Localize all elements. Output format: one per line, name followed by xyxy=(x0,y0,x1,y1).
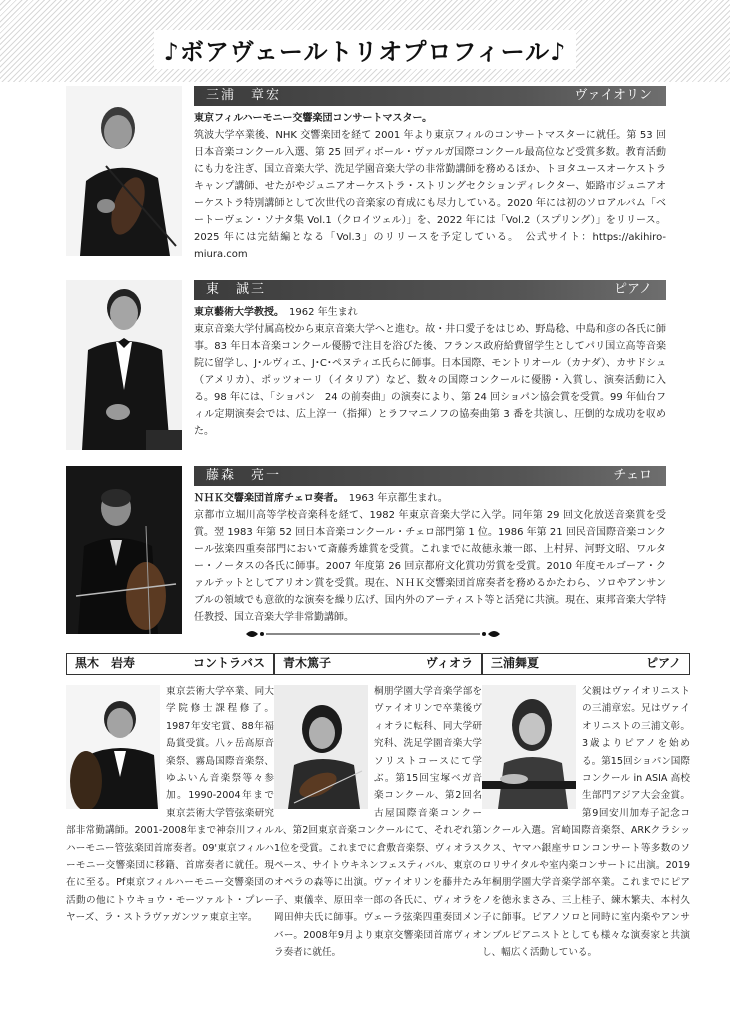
sub-profile-aoki xyxy=(274,653,482,962)
performer-instrument: コントラバス xyxy=(192,656,265,670)
sub-profile-header xyxy=(274,653,482,675)
profile-azuma-seizo xyxy=(66,280,666,450)
performer-instrument: ピアノ xyxy=(645,656,681,670)
profile-lead-extra: 1962 年生まれ xyxy=(279,307,358,318)
profile-lead: 東京藝術大学教授。 xyxy=(194,307,279,318)
performer-name: 東 誠三 xyxy=(206,282,267,297)
profile-lead: 東京フィルハーモニー交響楽団コンサートマスター。 xyxy=(194,113,433,124)
profile-body: 東京音楽大学付属高校から東京音楽大学へと進む。故・井口愛子をはじめ、野島稔、中島和彦の各氏に師事。83 年日本音楽コンクール優勝で注目を浴びた後、フランス政府給費留学生としてパリ国立高等音楽院に留学し、J･ルヴィエ、J･C･ペヌティエ氏らに師事。日本国際、モントリオール（カナダ）、カサドシュ（アメリカ）、ポッツォーリ（イタリア）など、数々の国際コンクールに優勝・入賞し、演奏活動に入る。98 年には、「ショパン 24 の前奏曲」の演奏により、第 24 回ショパン協会賞を受賞。99 年仙台フィル定期演奏会では、広上淳一（指揮）とラフマニノフの協奏曲第 3 番を共演し、圧倒的な成功を収めた。 xyxy=(194,324,666,437)
performer-name: 三浦舞夏 xyxy=(491,656,540,670)
portrait-photo-pianist-miura-maika xyxy=(482,685,576,809)
performer-instrument: ヴィオラ xyxy=(425,656,473,670)
performer-name: 三浦 章宏 xyxy=(206,88,282,103)
profile-body: 筑波大学卒業後、NHK 交響楽団を経て 2001 年より東京フィルのコンサートマスターに就任。第 53 回日本音楽コンクール入選、第 25 回ディボール・ヴァルガ国際コンクール最高位など受賞多数。教育活動にも力を注ぎ、国立音楽大学、洗足学園音楽大学の非常勤講師を務めるほか、トヨタユースオーケストラキャンプ講師、せたがやジュニアオーケストラ・ストリングセクションディレクター、姫路市ジュニアオーケストラ特別講師として次世代の音楽家の育成にも尽力している。2020 年には初のソロアルバム「ベートーヴェン・ソナタ集 Vol.1（クロイツェル）」を、2022 年には「Vol.2（スプリング）」をリリース。2025 年には完結編となる「Vol.3」のリリースを予定している。 公式サイト：https://akihiro-miura.com xyxy=(194,130,666,260)
performer-instrument: ピアノ xyxy=(614,282,652,297)
name-bar xyxy=(194,280,666,300)
profile-bio xyxy=(194,304,666,440)
performer-instrument: ヴァイオリン xyxy=(574,88,652,103)
portrait-photo-violist xyxy=(274,685,368,809)
portrait-photo-violinist xyxy=(66,86,182,256)
page-title: ♪ボアヴェールトリオプロフィール♪ xyxy=(154,30,577,69)
profile-lead: ＮＨＫ交響楽団首席チェロ奏者。 xyxy=(194,493,339,504)
sub-profile-text: 桐朋学園大学音楽学部をヴァイオリンで卒業後ヴィオラに転科、同大学研究科、洗足学園音楽大学ソリストコースにて学ぶ。第15回宝塚ベガ音楽コンクール、第2回名古屋国際音楽コンクール、第2回東京音楽コンクールにて、それぞれ第1位を受賞。これまでに倉敷音楽祭、ヴィオラスペース、サイトウキネンフェスティバル、東京のオペラの森等に出演。ヴァイオリンを藤井たみ子、東儀幸、原田幸一郎の各氏に、ヴィオラを岡田伸夫氏に師事。ヴェーラ弦楽四重奏団メンバー。2008年9月より東京交響楽団首席ヴィオラ奏者に就任。 xyxy=(274,686,482,959)
sub-profile-header xyxy=(482,653,690,675)
profile-miura-akihiro xyxy=(66,86,666,262)
name-bar xyxy=(194,466,666,486)
ornament-divider xyxy=(244,626,502,640)
profile-lead-extra: 1963 年京都生まれ。 xyxy=(338,493,448,504)
performer-name: 黒木 岩寿 xyxy=(75,656,136,670)
performer-instrument: チェロ xyxy=(613,468,652,483)
portrait-photo-pianist xyxy=(66,280,182,450)
portrait-photo-contrabassist xyxy=(66,685,160,809)
title-wrap xyxy=(0,30,730,69)
portrait-photo-cellist xyxy=(66,466,182,634)
sub-profile-body xyxy=(274,683,482,962)
sub-profile-miura-maika xyxy=(482,653,690,962)
sub-profile-body xyxy=(66,683,274,927)
profile-body: 京都市立堀川高等学校音楽科を経て、1982 年東京音楽大学に入学。同年第 29 回文化放送音楽賞を受賞。翌 1983 年第 52 回日本音楽コンクール・チェロ部門第 1 位。1986 年第 21 回民音国際音楽コンクール弦楽四重奏部門において斎藤秀雄賞を受賞。これまでに故徳永兼一郎、上村昇、河野文昭、ワルター・ノータスの各氏に師事。2007 年度第 26 回京都府文化賞功労賞を受賞。2010 年度モルゴーア・クァルテットとしてアリオン賞を受賞。現在、ＮＨＫ交響楽団首席奏者を務めるかたわら、ソロやアンサンブルの領域でも意欲的な演奏を繰り広げ、国内外のアーティスト等と活発に共演。現在、東邦音楽大学特任教授、国立音楽大学非常勤講師。 xyxy=(194,510,666,623)
sub-profile-kuroki xyxy=(66,653,274,927)
profile-fujimori-ryoichi xyxy=(66,466,666,638)
profile-bio xyxy=(194,490,666,626)
sub-profile-header xyxy=(66,653,274,675)
profile-bio xyxy=(194,110,666,263)
performer-name: 藤森 亮一 xyxy=(206,468,282,483)
sub-profile-text: 東京芸術大学卒業、同大学院修士課程修了。1987年安宅賞、88年福島賞受賞。八ヶ岳高原音楽祭、霧島国際音楽祭、ゆふいん音楽祭等々参加。1990-2004年まで東京芸術大学管弦楽研究部非常勤講師。2001-2008年まで神奈川フィルハーモニー管弦楽団首席奏者。09'東京フィルハーモニー交響楽団に移籍、首席奏者に就任。現在に至る。Pf東京フィルハーモニー交響楽団の活動の他にトウキョウ・モーツァルト・プレーヤーズ、ラ・ストラヴァガンツァ東京主宰。 xyxy=(66,686,274,924)
sub-profile-body xyxy=(482,683,690,962)
name-bar xyxy=(194,86,666,106)
performer-name: 青木篤子 xyxy=(283,656,332,670)
sub-profile-text: 父親はヴァイオリニストの三浦章宏。兄はヴァイオリニストの三浦文彰。3歳よりピアノを始める。第15回ショパン国際コンクール in ASIA 高校生部門アジア大会金賞。第9回安川加寿子記念コンクール入選。宮崎国際音楽祭、ARKクラシックス、ヤマハ銀座サロンコンサート等多数のソロリサイタルや室内楽コンサートに出演。2019年桐朋学園大学音楽学部卒業。これまでにピアノを徳永まさみ、三上桂子、練木繁夫、本村久子に師事。ピアノソロと同時に室内楽やアンサンブルピアニストとしても様々な演奏家と共演し、幅広く活動している。 xyxy=(482,686,690,959)
